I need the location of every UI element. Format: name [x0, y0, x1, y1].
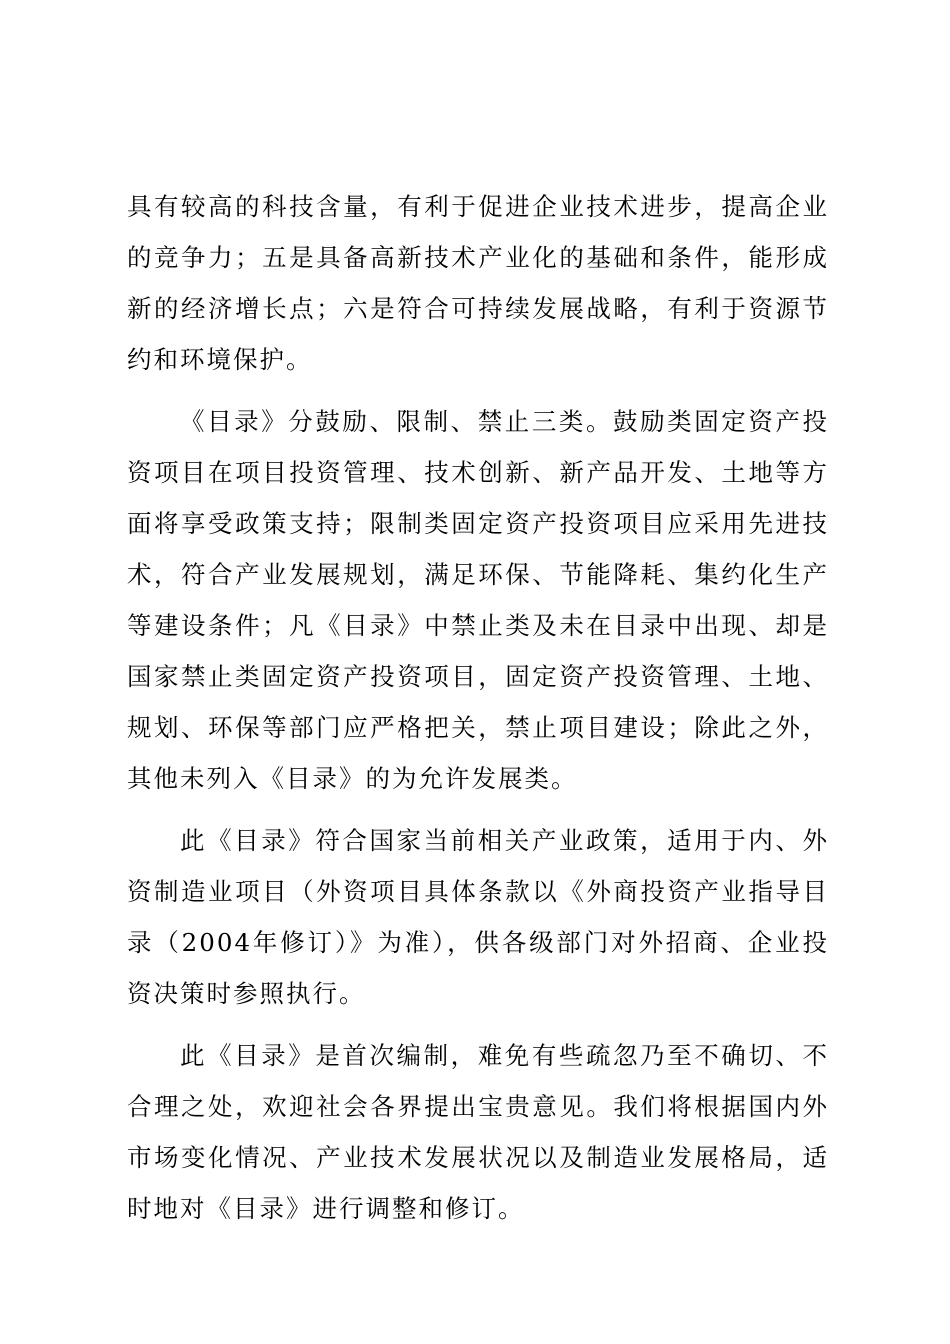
paragraph-3: 此《目录》符合国家当前相关产业政策，适用于内、外资制造业项目（外资项目具体条款以《外商投资产业指导目录（2004年修订）》为准），供各级部门对外招商、企业投资决策时参照执行。	[127, 826, 829, 1008]
paragraph-1: 具有较高的科技含量，有利于促进企业技术进步，提高企业的竞争力；五是具备高新技术产业化的基础和条件，能形成新的经济增长点；六是符合可持续发展战略，有利于资源节约和环境保护。	[127, 192, 829, 374]
paragraph-4: 此《目录》是首次编制，难免有些疏忽乃至不确切、不合理之处，欢迎社会各界提出宝贵意见。我们将根据国内外市场变化情况、产业技术发展状况以及制造业发展格局，适时地对《目录》进行调整和修订。	[127, 1041, 829, 1223]
paragraph-2: 《目录》分鼓励、限制、禁止三类。鼓励类固定资产投资项目在项目投资管理、技术创新、新产品开发、土地等方面将享受政策支持；限制类固定资产投资项目应采用先进技术，符合产业发展规划，满足环保、节能降耗、集约化生产等建设条件；凡《目录》中禁止类及未在目录中出现、却是国家禁止类固定资产投资项目，固定资产投资管理、土地、规划、环保等部门应严格把关，禁止项目建设；除此之外，其他未列入《目录》的为允许发展类。	[127, 407, 829, 793]
document-body	[127, 181, 829, 1245]
